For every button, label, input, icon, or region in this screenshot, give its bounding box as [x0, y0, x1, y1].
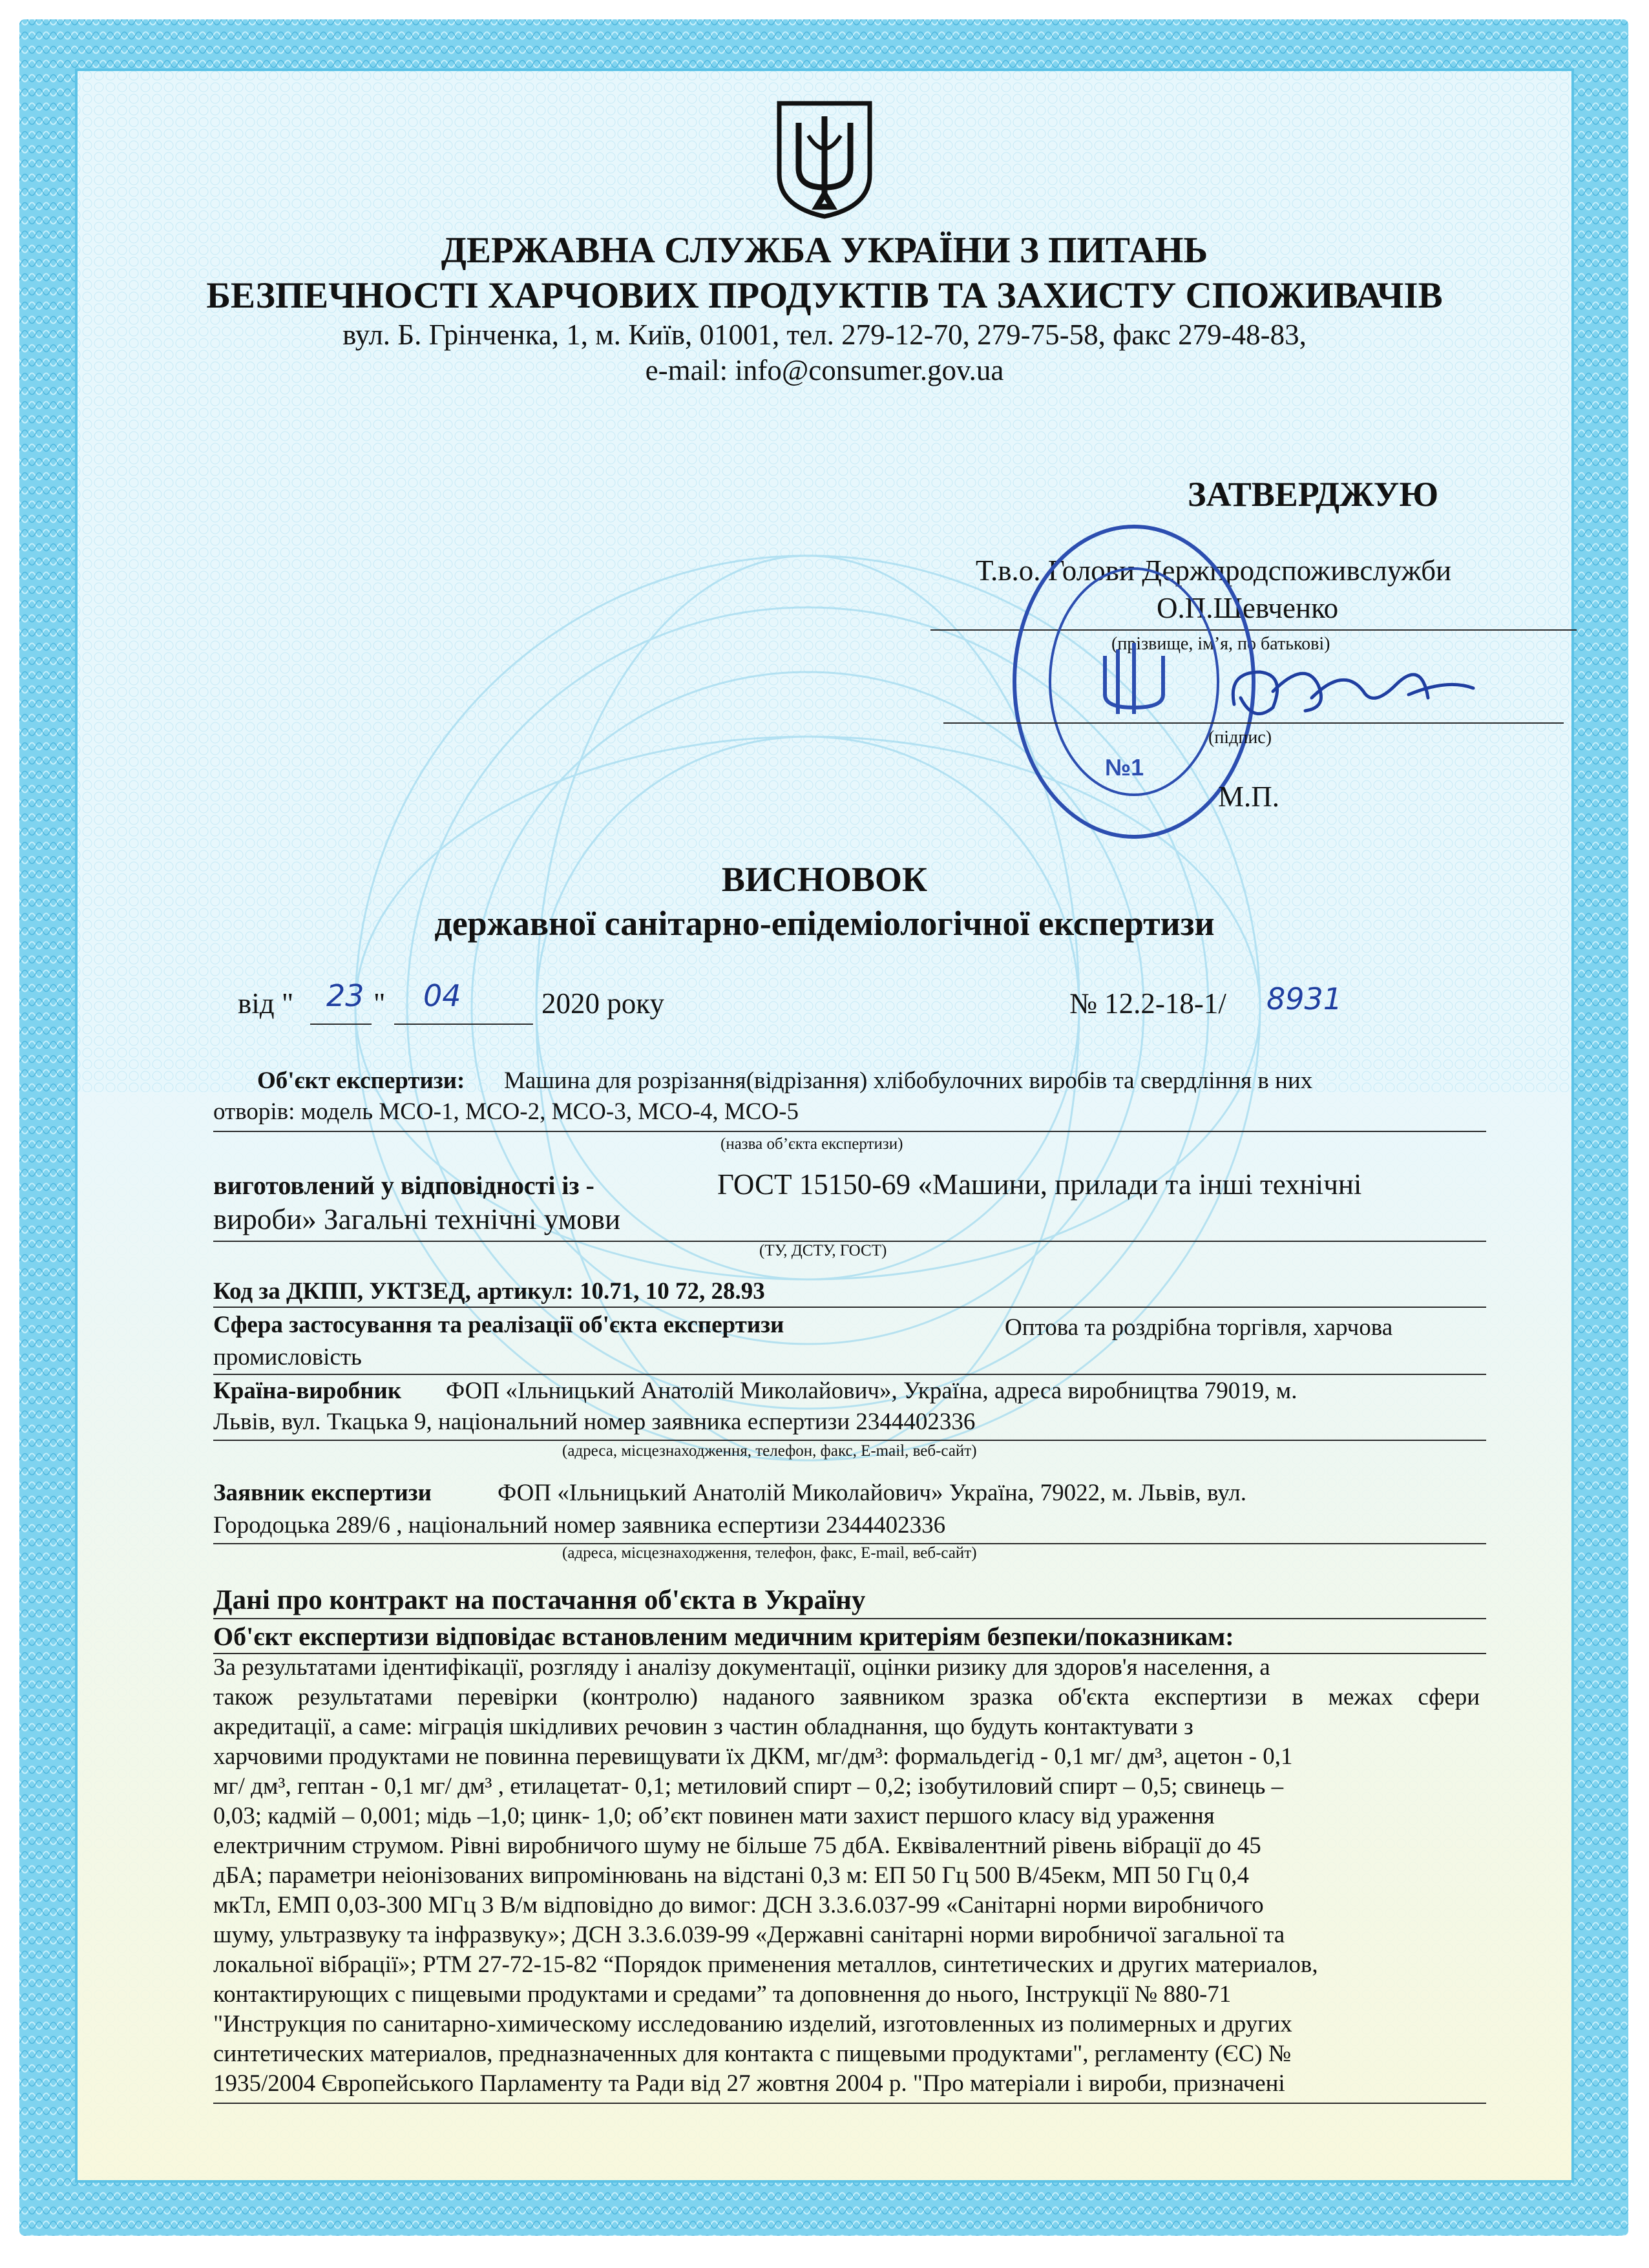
- criteria-line: контактирующих с пищевыми продуктами и средами” та доповнення до нього, Інструкції № 880-71: [213, 1981, 1232, 2008]
- date-month: 04: [423, 978, 461, 1013]
- conclusion-number: № 12.2-18-1/: [1069, 987, 1226, 1020]
- object-underline: [213, 1131, 1486, 1132]
- criteria-line: мкТл, ЕМП 0,03-300 МГц 3 В/м відповідно до вимог: ДСН 3.3.6.037-99 «Санітарні норми виробничого: [213, 1892, 1264, 1918]
- object-caption: (назва об’єкта експертизи): [720, 1135, 903, 1153]
- criteria-line: "Инструкция по санитарно-химическому исследованию изделий, изготовленных из полимерных и других: [213, 2011, 1292, 2037]
- approval-position: Т.в.о. Голови Держпродспоживслужби: [976, 554, 1452, 587]
- object-label: Об'єкт експертизи:: [257, 1067, 465, 1094]
- criteria-line: локальної вібрації»; РТМ 27-72-15-82 “Порядок применения металлов, синтетических и других материалов,: [213, 1951, 1318, 1978]
- seal-place: М.П.: [1218, 781, 1280, 813]
- criteria-line: 0,03; кадмій – 0,001; мідь –1,0; цинк- 1,0; об’єкт повинен мати захист першого класу від ураження: [213, 1803, 1215, 1829]
- object-text-1: Машина для розрізання(відрізання) хлібобулочних виробів та свердління в них: [504, 1067, 1313, 1094]
- org-name-line1: ДЕРЖАВНА СЛУЖБА УКРАЇНИ З ПИТАНЬ: [441, 230, 1208, 271]
- country-caption: (адреса, місцезнаходження, телефон, факс, E-mail, веб-сайт): [562, 1442, 977, 1460]
- date-prefix: від ": [238, 987, 294, 1020]
- org-email: e-mail: info@consumer.gov.ua: [645, 354, 1004, 386]
- approval-name: О.П.Шевченко: [1157, 592, 1339, 624]
- criteria-line: електричним струмом. Рівні виробничого шуму не більше 75 дбА. Еквівалентний рівень вібрації до 45: [213, 1832, 1261, 1859]
- country-text-1: ФОП «Ільницький Анатолій Миколайович», Україна, адреса виробництва 79019, м.: [446, 1378, 1297, 1404]
- criteria-line: синтетических материалов, предназначенных для контакта с пищевыми продуктами", регламенту (ЄС) №: [213, 2041, 1292, 2067]
- applicant-caption: (адреса, місцезнаходження, телефон, факс, E-mail, веб-сайт): [562, 1544, 977, 1562]
- org-address: вул. Б. Грінченка, 1, м. Київ, 01001, тел. 279-12-70, 279-75-58, факс 279-48-83,: [342, 319, 1307, 351]
- date-year: 2020 року: [541, 987, 664, 1020]
- date-mid: ": [373, 987, 386, 1020]
- date-day-underline: [310, 1024, 372, 1025]
- country-text-2: Львів, вул. Ткацька 9, національний номер заявника еспертизи 2344402336: [213, 1409, 976, 1435]
- scope-text-1: Оптова та роздрібна торгівля, харчова: [1005, 1314, 1393, 1341]
- trident-emblem-icon: [773, 97, 876, 220]
- code-underline: [213, 1307, 1486, 1308]
- stamp-inner-text: [1027, 646, 1033, 647]
- approval-title: ЗАТВЕРДЖУЮ: [1188, 475, 1439, 514]
- criteria-line: харчовими продуктами не повинна перевищувати їх ДКМ, мг/дм³: формальдегід - 0,1 мг/ дм³, ацетон - 0,1: [213, 1743, 1293, 1770]
- signature-underline: [943, 722, 1564, 724]
- criteria-line: дБА; параметри неіонізованих випромінювань на відстані 0,3 м: ЕП 50 Гц 500 В/45екм, МП 50 Гц 0,4: [213, 1862, 1249, 1889]
- code-line: Код за ДКПП, УКТЗЕД, артикул: 10.71, 10 72, 28.93: [213, 1278, 765, 1305]
- applicant-text-1: ФОП «Ільницький Анатолій Миколайович» Україна, 79022, м. Львів, вул.: [498, 1480, 1246, 1506]
- criteria-line: 1935/2004 Європейського Парламенту та Ради від 27 жовтня 2004 р. "Про матеріали і вироби, призначені: [213, 2070, 1285, 2097]
- criteria-bottom-rule: [213, 2103, 1486, 2104]
- name-caption: (прізвище, ім’я, по батькові): [1111, 634, 1330, 654]
- criteria-line: акредитації, а саме: міграція шкідливих речовин з частин обладнання, що будуть контактувати з: [213, 1714, 1193, 1740]
- conclusion-number-hand: 8931: [1266, 982, 1343, 1016]
- scope-text-2: промисловість: [213, 1344, 362, 1370]
- handwritten-signature: [1215, 646, 1486, 730]
- criteria-line: За результатами ідентифікації, розгляду і аналізу документації, оцінки ризику для здоров'я населення, а: [213, 1654, 1270, 1681]
- contract-label: Дані про контракт на постачання об'єкта в Україну: [213, 1585, 866, 1615]
- made-text-2: вироби» Загальні технічні умови: [213, 1203, 621, 1235]
- scope-label: Сфера застосування та реалізації об'єкта експертизи: [213, 1312, 784, 1338]
- scope-underline: [213, 1374, 1486, 1375]
- date-day: 23: [326, 978, 364, 1013]
- stamp-number: №1: [1105, 754, 1144, 781]
- made-text-1: ГОСТ 15150-69 «Машини, прилади та інші технічні: [717, 1168, 1362, 1201]
- signature-caption: (підпис): [1208, 728, 1272, 748]
- made-caption: (ТУ, ДСТУ, ГОСТ): [759, 1242, 887, 1259]
- applicant-label: Заявник експертизи: [213, 1480, 432, 1506]
- country-label: Країна-виробник: [213, 1378, 402, 1404]
- document-title: ВИСНОВОК: [721, 860, 928, 899]
- org-name-line2: БЕЗПЕЧНОСТІ ХАРЧОВИХ ПРОДУКТІВ ТА ЗАХИСТУ СПОЖИВАЧІВ: [206, 275, 1443, 316]
- made-label: виготовлений у відповідності із -: [213, 1171, 594, 1200]
- criteria-line: шуму, ультразвуку та інфразвуку»; ДСН 3.3.6.039-99 «Державні санітарні норми виробничої загальної та: [213, 1922, 1285, 1948]
- document-subtitle: державної санітарно-епідеміологічної експертизи: [434, 904, 1215, 943]
- applicant-text-2: Городоцька 289/6 , національний номер заявника еспертизи 2344402336: [213, 1512, 946, 1538]
- criteria-line: також результатами перевірки (контролю) наданого заявником зразка об'єкта експертизи в межах сфери: [213, 1684, 1480, 1710]
- country-underline: [213, 1440, 1486, 1441]
- criteria-line: мг/ дм³, гептан - 0,1 мг/ дм³ , етилацетат- 0,1; метиловий спирт – 0,2; ізобутиловий спирт – 0,5; свинець –: [213, 1773, 1284, 1800]
- date-month-underline: [394, 1024, 533, 1025]
- contract-underline: [213, 1618, 1486, 1619]
- object-text-2: отворів: модель МСО-1, МСО-2, МСО-3, МСО-4, МСО-5: [213, 1098, 799, 1125]
- criteria-label: Об'єкт експертизи відповідає встановленим медичним критеріям безпеки/показникам:: [213, 1622, 1234, 1651]
